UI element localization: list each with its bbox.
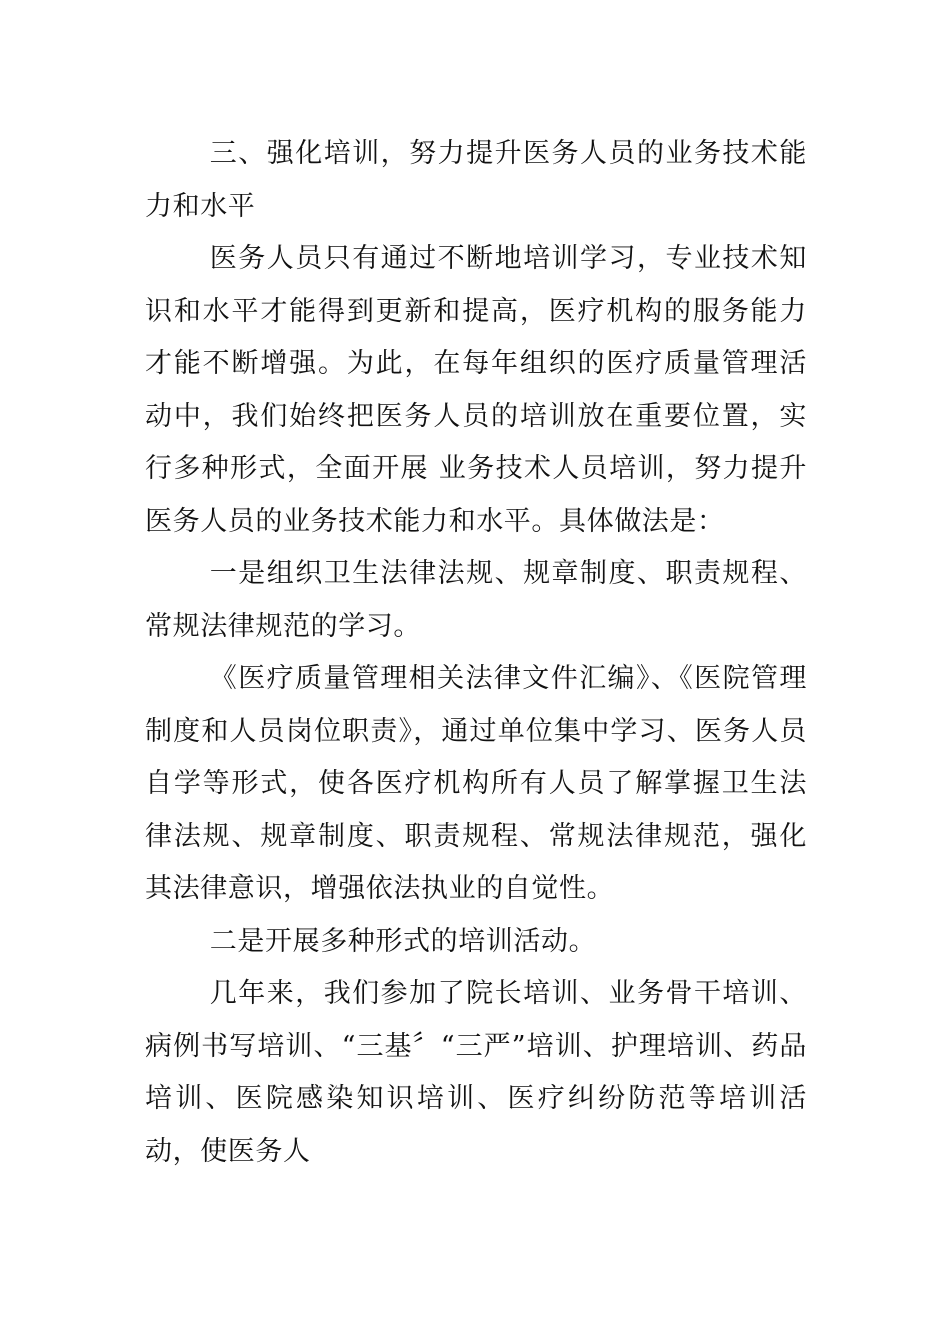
- body-paragraph: 一是组织卫生法律法规、规章制度、职责规程、常规法律规范的学习。: [145, 558, 807, 642]
- section-heading: 三、强化培训，努力提升医务人员的业务技术能力和水平: [145, 138, 807, 222]
- document-body: [145, 128, 807, 1178]
- body-paragraph: 《医疗质量管理相关法律文件汇编》、《医院管理制度和人员岗位职责》，通过单位集中学习、医务人员自学等形式，使各医疗机构所有人员了解掌握卫生法律法规、规章制度、职责规程、常规法律规范，强化其法律意识，增强依法执业的自觉性。: [145, 663, 807, 904]
- body-paragraph: 几年来，我们参加了院长培训、业务骨干培训、病例书写培训、“三基〞“三严”培训、护理培训、药品培训、医院感染知识培训、医疗纠纷防范等培训活动，使医务人: [145, 978, 807, 1167]
- body-paragraph: 医务人员只有通过不断地培训学习，专业技术知识和水平才能得到更新和提高，医疗机构的服务能力才能不断增强。为此，在每年组织的医疗质量管理活动中，我们始终把医务人员的培训放在重要位置，实行多种形式，全面开展 业务技术人员培训，努力提升医务人员的业务技术能力和水平。具体做法是：: [145, 243, 807, 537]
- body-paragraph: 二是开展多种形式的培训活动。: [209, 925, 597, 957]
